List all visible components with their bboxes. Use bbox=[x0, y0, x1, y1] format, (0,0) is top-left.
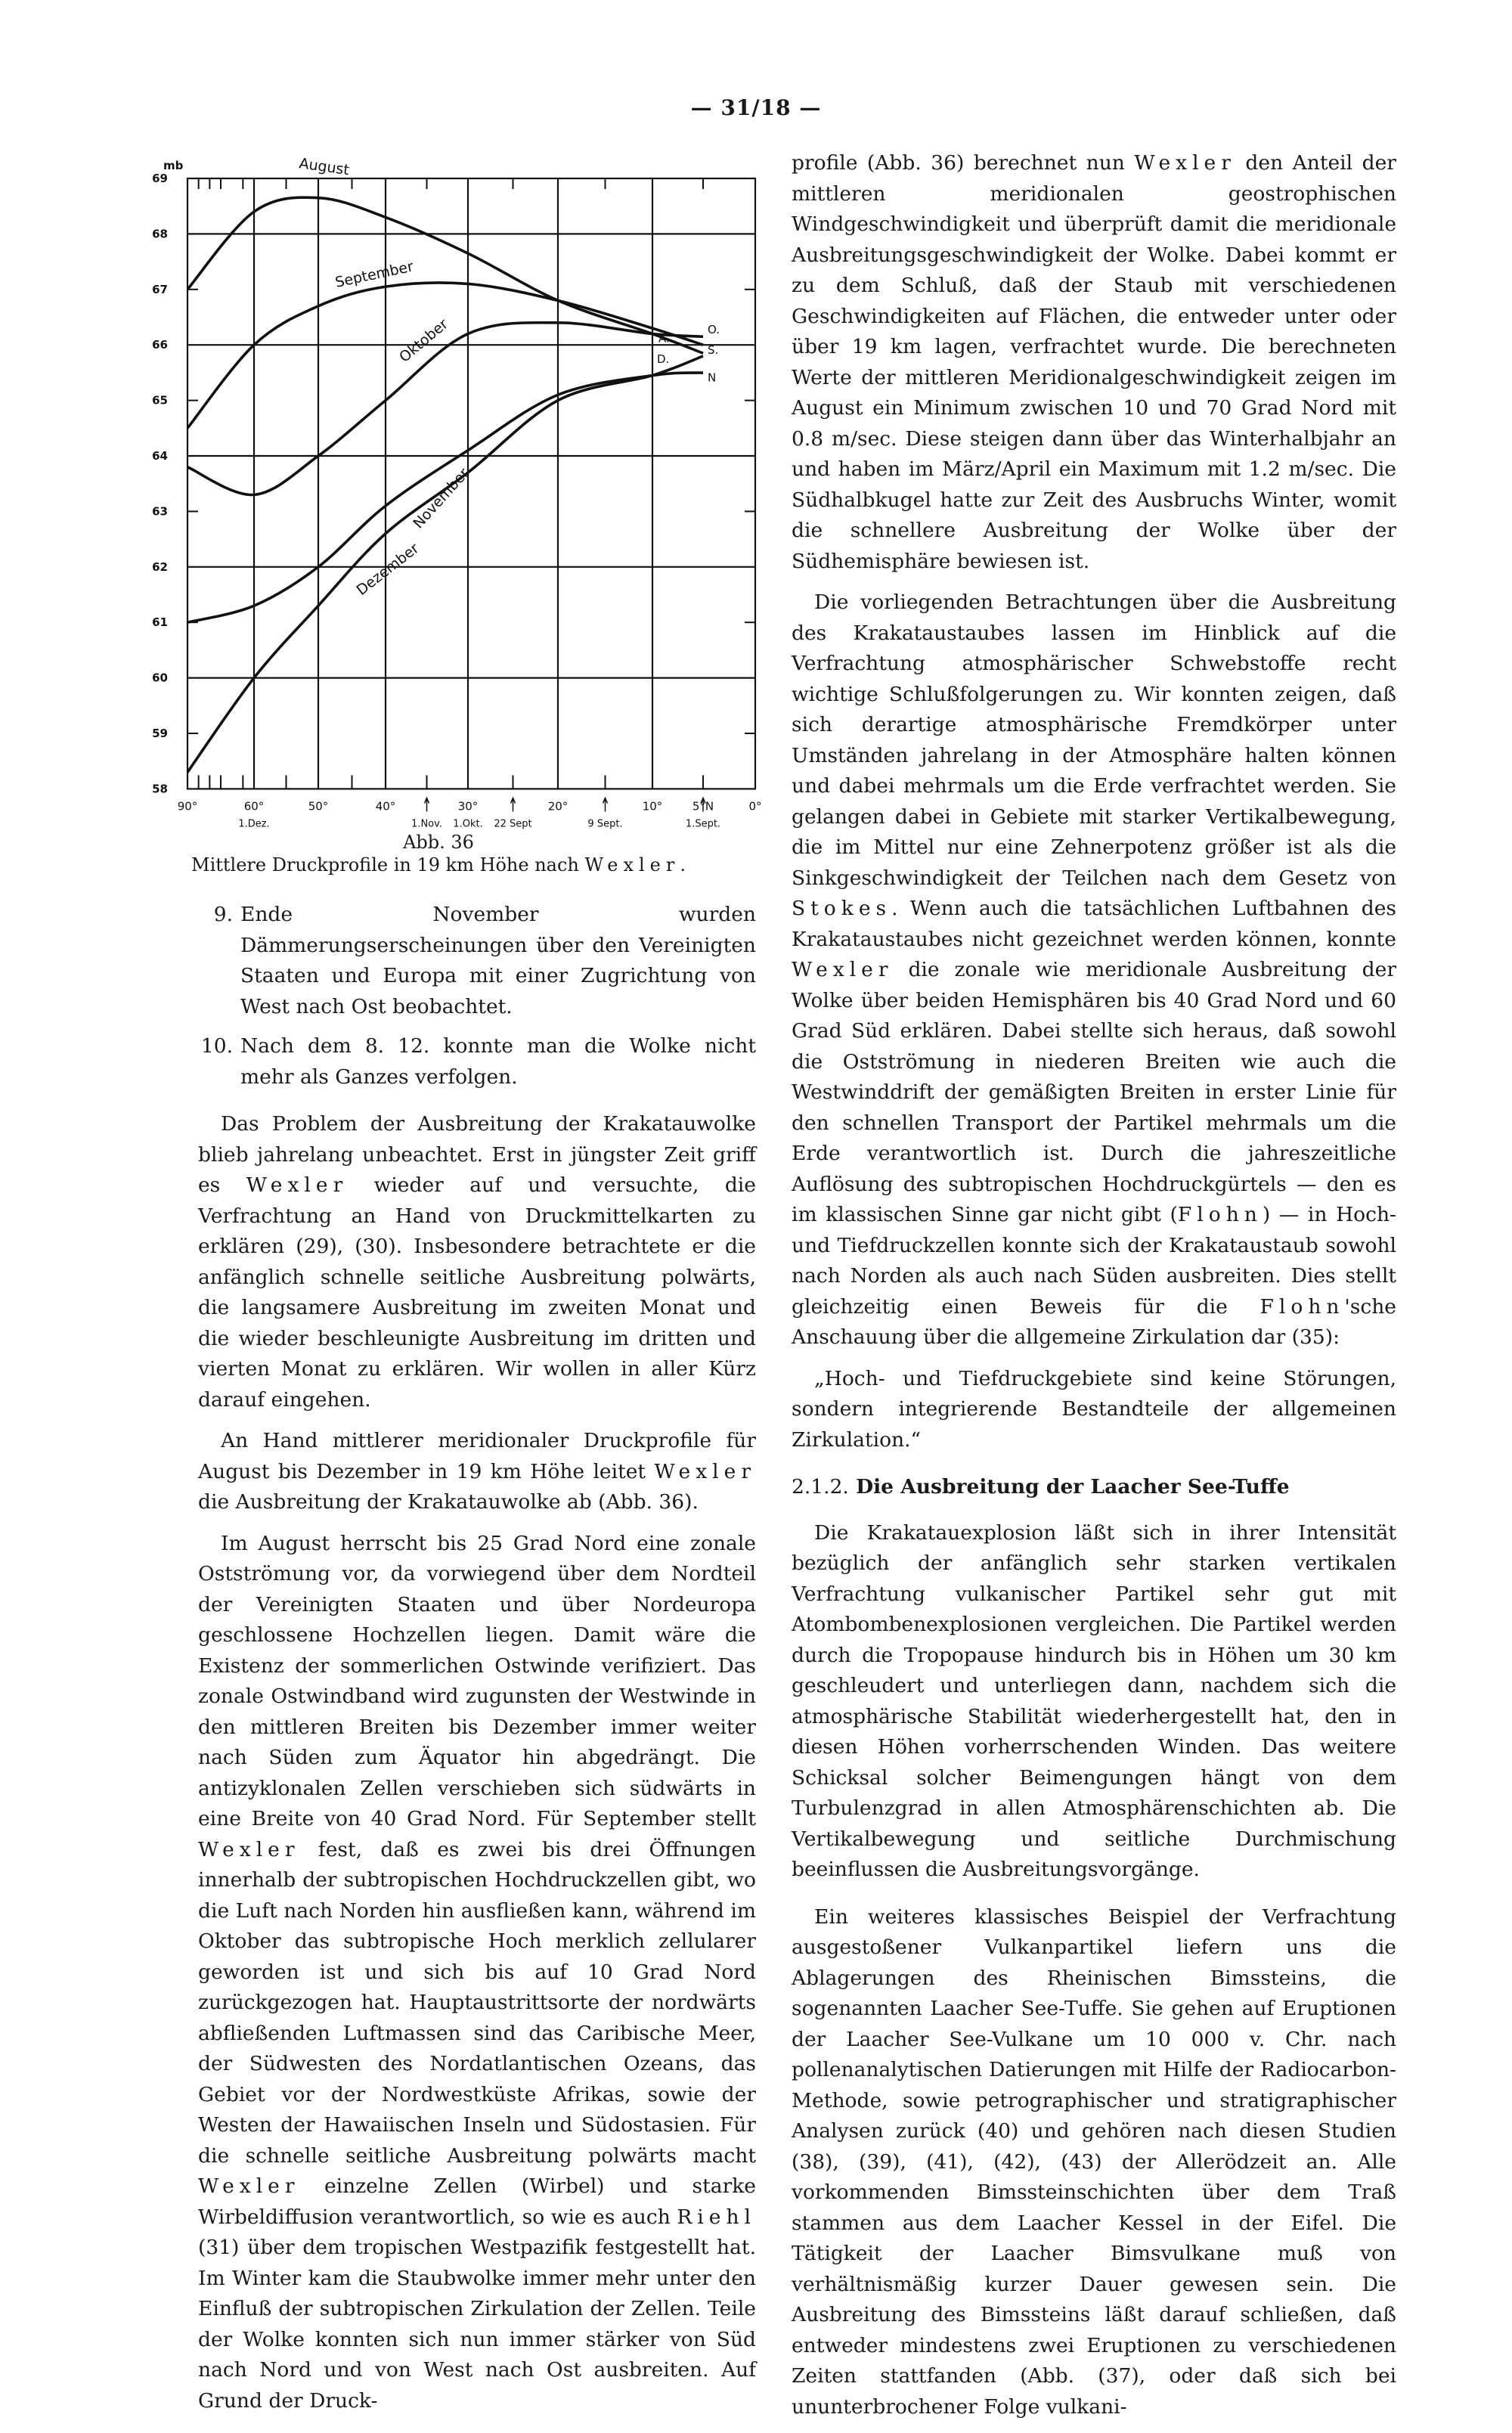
section-number: 2.1.2. bbox=[792, 1475, 849, 1499]
item-text: Ende November wurden Dämmerungserscheinungen über den Vereinigten Staaten und Europa mit einer Zugrichtung von West nach Ost beobachtet. bbox=[240, 903, 756, 1018]
figure-caption: Mittlere Druckprofile in 19 km Höhe nach Wexler. bbox=[191, 854, 686, 876]
author-name: Flohn bbox=[1177, 1203, 1263, 1226]
author-name: Stokes bbox=[792, 897, 892, 920]
paragraph: profile (Abb. 36) berechnet nun Wexler den Anteil der mittleren meridionalen geostrophischen Windgeschwindigkeit und überprüft damit die meridionale Ausbreitungsgeschwindigkeit der Wolke. Dabei kommt er zu dem Schluß, daß der Staub mit verschiedenen Geschwindigkeiten auf Flächen, die entweder unter oder über 19 km lagen, verfrachtet wurde. Die berechneten Werte der mittleren Meridionalgeschwindigkeit zeigen im August ein Minimum zwischen 10 und 70 Grad Nord mit 0.8 m/sec. Diese steigen dann über das Winterhalbjahr an und haben im März/April ein Maximum mit 1.2 m/sec. Die Südhalbkugel hatte zur Zeit des Ausbruchs Winter, womit die schnellere Ausbreitung der Wolke über der Südhemisphäre bewiesen ist. bbox=[792, 151, 1396, 573]
curve-label: Dezember bbox=[353, 540, 423, 599]
x-tick-label: 0° bbox=[748, 799, 762, 814]
curve-end-label: N bbox=[708, 370, 717, 385]
x-tick-label: 50° bbox=[308, 799, 329, 814]
x-tick-label: 40° bbox=[375, 799, 396, 814]
plot-frame bbox=[187, 178, 755, 789]
author-name: Wexler bbox=[198, 2174, 300, 2198]
y-tick-label: 68 bbox=[152, 227, 168, 241]
author-name: Wexler bbox=[654, 1459, 756, 1483]
paragraph: An Hand mittlerer meridionaler Druckprofile für August bis Dezember in 19 km Höhe leitet Wexler die Ausbreitung der Krakatauwolke ab (Abb. 36). bbox=[198, 1429, 756, 1514]
paragraph: Das Problem der Ausbreitung der Krakatauwolke blieb jahrelang unbeachtet. Erst in jüngster Zeit griff es Wexler wieder auf und versuchte, die Verfrachtung an Hand von Druckmittelkarten zu erklären (29), (30). Insbesondere betrachtete er die anfänglich schnelle seitliche Ausbreitung polwärts, die langsamere Ausbreitung im zweiten Monat und die wieder beschleunigte Ausbreitung im dritten und vierten Monat zu erklären. Wir wollen in aller Kürz darauf eingehen. bbox=[198, 1112, 756, 1412]
item-number: 9. bbox=[213, 903, 233, 926]
x-tick-label: 90° bbox=[177, 799, 198, 814]
left-text-column bbox=[198, 900, 756, 2427]
curve-oktober bbox=[187, 323, 703, 495]
item-text: Nach dem 8. 12. konnte man die Wolke nicht mehr als Ganzes verfolgen. bbox=[240, 1034, 756, 1089]
paragraph: Ein weiteres klassisches Beispiel der Verfrachtung ausgestoßener Vulkanpartikel liefern uns die Ablagerungen des Rheinischen Bimssteins, die sogenannten Laacher See-Tuffe. Sie gehen auf Eruptionen der Laacher See-Vulkane um 10 000 v. Chr. nach pollenanalytischen Datierungen mit Hilfe der Radiocarbon-Methode, sowie petrographischer und stratigraphischer Analysen zurück (40) und gehören nach diesen Studien (38), (39), (41), (42), (43) der Allerödzeit an. Alle vorkommenden Bimssteinschichten über dem Traß stammen aus dem Laacher Kessel in der Eifel. Die Tätigkeit der Laacher Bimsvulkane muß von verhältnismäßig kurzer Dauer gewesen sein. Die Ausbreitung des Bimssteins läßt darauf schließen, daß entweder mindestens zwei Eruptionen zu verschiedenen Zeiten stattfanden (Abb. (37), oder daß sich bei ununterbrochener Folge vulkani- bbox=[792, 1905, 1396, 2419]
author-name: Wexler bbox=[1134, 151, 1236, 175]
date-marker-label: 1.Nov. bbox=[411, 818, 442, 830]
pressure-profile-chart bbox=[106, 121, 771, 877]
quotation: „Hoch- und Tiefdruckgebiete sind keine Störungen, sondern integrierende Bestandteile der allgemeinen Zirkulation.“ bbox=[792, 1366, 1396, 1452]
curve-label: August bbox=[298, 155, 351, 179]
curve-end-label: S. bbox=[708, 342, 719, 357]
y-tick-label: 58 bbox=[152, 782, 168, 796]
x-tick-label: 5°N bbox=[692, 799, 714, 814]
x-tick-label: 30° bbox=[457, 799, 479, 814]
date-marker-label: 9 Sept. bbox=[587, 818, 623, 830]
page-number-header: — 31/18 — bbox=[690, 95, 822, 120]
y-tick-label: 67 bbox=[152, 282, 168, 296]
y-tick-label: 60 bbox=[152, 671, 168, 685]
curve-end-label: D. bbox=[657, 352, 670, 367]
date-marker-label: 1.Okt. bbox=[453, 818, 483, 830]
section-heading bbox=[792, 1472, 1396, 1503]
y-tick-label: 63 bbox=[152, 504, 168, 519]
curve-label: September bbox=[333, 258, 415, 291]
curve-end-label: A. bbox=[658, 331, 670, 346]
numbered-item bbox=[213, 900, 756, 1022]
y-tick-label: 64 bbox=[152, 449, 168, 463]
chart-canvas bbox=[106, 121, 771, 847]
numbered-item bbox=[200, 1031, 756, 1093]
x-tick-label: 10° bbox=[642, 799, 663, 814]
right-text-column bbox=[792, 148, 1396, 2433]
paragraph: Die vorliegenden Betrachtungen über die Ausbreitung des Krakataustaubes lassen im Hinblick auf die Verfrachtung atmosphärischer Schwebstoffe recht wichtige Schlußfolgerungen zu. Wir konnten zeigen, daß sich derartige atmosphärische Fremdkörper unter Umständen jahrelang in der Atmosphäre halten können und dabei mehrmals um die Erde verfrachtet werden. Sie gelangen dabei in Gebiete mit starker Vertikalbewegung, die im Mittel nur eine Zehnerpotenz größer ist als die Sinkgeschwindigkeit der Teilchen nach dem Gesetz von Stokes. Wenn auch die tatsächlichen Luftbahnen des Krakataustaubes nicht gezeichnet werden können, konnte Wexler die zonale wie meridionale Ausbreitung der Wolke über beiden Hemisphären bis 40 Grad Nord und 60 Grad Süd erklären. Dabei stellte sich heraus, daß sowohl die Ostströmung in niederen Breiten wie auch die Westwinddrift der gemäßigten Breiten in erster Linie für den schnellen Transport der Partikel mehrmals um die Erde verantwortlich ist. Durch die jahreszeitliche Auflösung des subtropischen Hochdruckgürtels — den es im klassischen Sinne gar nicht gibt (Flohn) — in Hoch- und Tiefdruckzellen konnte sich der Krakataustaub sowohl nach Norden als auch nach Süden ausbreiten. Dies stellt gleichzeitig einen Beweis für die Flohn'sche Anschauung über die allgemeine Zirkulation dar (35): bbox=[792, 590, 1396, 1349]
section-title: Die Ausbreitung der Laacher See-Tuffe bbox=[856, 1475, 1290, 1499]
y-tick-label: 61 bbox=[152, 615, 168, 630]
y-tick-label: 62 bbox=[152, 559, 168, 574]
curve-label: Oktober bbox=[396, 315, 451, 366]
x-tick-label: 60° bbox=[243, 799, 265, 814]
author-name: Wexler bbox=[792, 958, 894, 981]
figure-number: Abb. 36 bbox=[403, 832, 474, 853]
y-tick-label: 69 bbox=[152, 172, 168, 185]
date-marker-label: 1.Sept. bbox=[685, 818, 721, 830]
y-tick-label: 65 bbox=[152, 393, 168, 408]
curve-september bbox=[187, 283, 703, 428]
date-marker-label: 1.Dez. bbox=[238, 818, 270, 830]
caption-author: Wexler bbox=[584, 854, 680, 876]
item-number: 10. bbox=[200, 1034, 233, 1058]
date-marker-label: 22 Sept bbox=[494, 818, 532, 830]
author-name: Flohn bbox=[1259, 1294, 1345, 1319]
curve-end-label: O. bbox=[708, 323, 720, 337]
y-unit-label: mb bbox=[163, 159, 184, 172]
curve-dezember bbox=[187, 356, 703, 773]
y-tick-label: 59 bbox=[152, 727, 168, 740]
author-name: Wexler bbox=[198, 1837, 300, 1861]
paragraph: Im August herrscht bis 25 Grad Nord eine zonale Ostströmung vor, da vorwiegend über dem Nordteil der Vereinigten Staaten und über Nordeuropa geschlossene Hochzellen liegen. Damit wäre die Existenz der sommerlichen Ostwinde verifiziert. Das zonale Ostwindband wird zugunsten der Westwinde in den mittleren Breiten bis Dezember immer weiter nach Süden zum Äquator hin abgedrängt. Die antizyklonalen Zellen verschieben sich südwärts in eine Breite von 40 Grad Nord. Für September stellt Wexler fest, daß es zwei bis drei Öffnungen innerhalb der subtropischen Hochdruckzellen gibt, wo die Luft nach Norden hin ausfließen kann, während im Oktober das subtropische Hoch merklich zellularer geworden ist und sich bis auf 10 Grad Nord zurückgezogen hat. Hauptaustrittsorte der nordwärts abfließenden Luftmassen sind das Caribische Meer, der Südwesten des Nordatlantischen Ozeans, das Gebiet vor der Nordwestküste Afrikas, sowie der Westen der Hawaiischen Inseln und Südostasien. Für die schnelle seitliche Ausbreitung polwärts macht Wexler einzelne Zellen (Wirbel) und starke Wirbeldiffusion verantwortlich, so wie es auch Riehl (31) über dem tropischen Westpazifik festgestellt hat. Im Winter kam die Staubwolke immer mehr unter den Einfluß der subtropischen Zirkulation der Zellen. Teile der Wolke konnten sich nun immer stärker von Süd nach Nord und von West nach Ost ausbreiten. Auf Grund der Druck- bbox=[198, 1531, 756, 2413]
paragraph: Die Krakatauexplosion läßt sich in ihrer Intensität bezüglich der anfänglich sehr starken vertikalen Verfrachtung vulkanischer Partikel sehr gut mit Atombombenexplosionen vergleichen. Die Partikel werden durch die Tropopause hindurch bis in Höhen um 30 km geschleudert und unterliegen dann, nachdem sich die atmosphärische Stabilität wiederhergestellt hat, den in diesen Höhen vorherrschenden Winden. Das weitere Schicksal solcher Beimengungen hängt von dem Turbulenzgrad in allen Atmosphärenschichten ab. Die Vertikalbewegung und seitliche Durchmischung beeinflussen die Ausbreitungsvorgänge. bbox=[792, 1520, 1396, 1881]
author-name: Riehl bbox=[677, 2205, 756, 2229]
caption-text: Mittlere Druckprofile in 19 km Höhe nach bbox=[191, 854, 579, 876]
curve-label: November bbox=[410, 465, 472, 532]
y-tick-label: 66 bbox=[152, 338, 168, 352]
x-tick-label: 20° bbox=[547, 799, 569, 814]
author-name: Wexler bbox=[246, 1173, 349, 1197]
